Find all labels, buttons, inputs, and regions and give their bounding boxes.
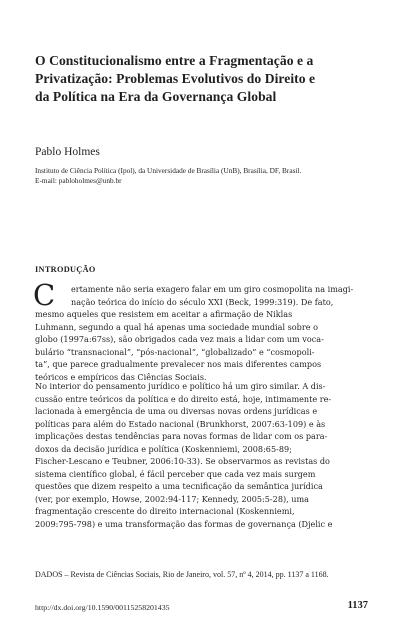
article-title (35, 52, 375, 106)
body-line: políticas para além do Estado nacional (Brunkhorst, 2007:63-109) e às (35, 418, 326, 429)
body-line: bulário “transnacional”, “pós-nacional”, “globalizado” e “cosmopoli- (35, 346, 315, 357)
author-name: Pablo Holmes (35, 146, 100, 158)
body-line: implicações destas tendências para novas formas de lidar com os para- (35, 431, 328, 442)
body-line: ta”, que parece gradualmente prevalecer nos mais diferentes campos (35, 359, 322, 370)
body-line: (ver, por exemplo, Howse, 2002:94-117; Kennedy, 2005:5-28), uma (35, 493, 309, 504)
body-line: cussão entre teóricos da política e do direito está, hoje, intimamente re- (35, 393, 332, 404)
body-line: Fischer-Lescano e Teubner, 2006:10-33). Se observarmos as revistas do (35, 456, 330, 467)
title-line: Privatização: Problemas Evolutivos do Direito e (35, 71, 316, 86)
journal-citation: DADOS – Revista de Ciências Sociais, Rio de Janeiro, vol. 57, nº 4, 2014, pp. 1137 a 1168. (35, 570, 329, 579)
body-line: lacionada à emergência de uma ou diversas novas ordens jurídicas e (35, 406, 318, 417)
affiliation-email: E-mail: pabloholmes@unb.br (35, 175, 122, 185)
section-heading: INTRODUÇÃO (35, 265, 96, 274)
body-line: ertamente não seria exagero falar em um giro cosmopolita na imagi- (71, 284, 354, 294)
body-line: Luhmann, segundo a qual há apenas uma sociedade mundial sobre o (35, 321, 318, 332)
body-line: doxos da decisão jurídica e política (Koskenniemi, 2008:65-89; (35, 443, 292, 454)
drop-cap: C (33, 278, 56, 312)
title-line: O Constitucionalismo entre a Fragmentação e a (35, 53, 314, 68)
body-line: globo (1997a:67ss), são obrigados cada vez mais a lidar com um voca- (35, 334, 324, 345)
paragraph-1 (33, 278, 368, 383)
page-number: 1137 (347, 600, 368, 611)
body-line: mesmo aqueles que resistem em aceitar a afirmação de Niklas (35, 309, 293, 320)
body-line: nação teórica do início do século XXI (Beck, 1999:319). De fato, (71, 296, 334, 307)
body-line: teóricos e empíricos das Ciências Sociais. (35, 371, 207, 382)
paragraph-2 (35, 380, 368, 531)
doi-link[interactable]: http://dx.doi.org/10.1590/00115258201435 (35, 603, 170, 612)
body-line: fragmentação crescente do direito internacional (Koskenniemi, (35, 506, 295, 517)
body-line: sistema científico global, é fácil perceber que cada vez mais surgem (35, 468, 316, 479)
body-line: questões que dizem respeito a uma tecnificação da semântica jurídica (35, 481, 323, 492)
body-line: No interior do pensamento jurídico e político há um giro similar. A dis- (35, 381, 326, 391)
title-line: da Política na Era da Governança Global (35, 89, 277, 104)
body-line: 2009:795-798) e uma transformação das formas de governança (Djelic e (35, 519, 333, 530)
author-affiliation (35, 166, 380, 185)
affiliation-line: Instituto de Ciência Política (Ipol), da Universidade de Brasília (UnB), Brasília, DF, Brasil. (35, 166, 302, 175)
